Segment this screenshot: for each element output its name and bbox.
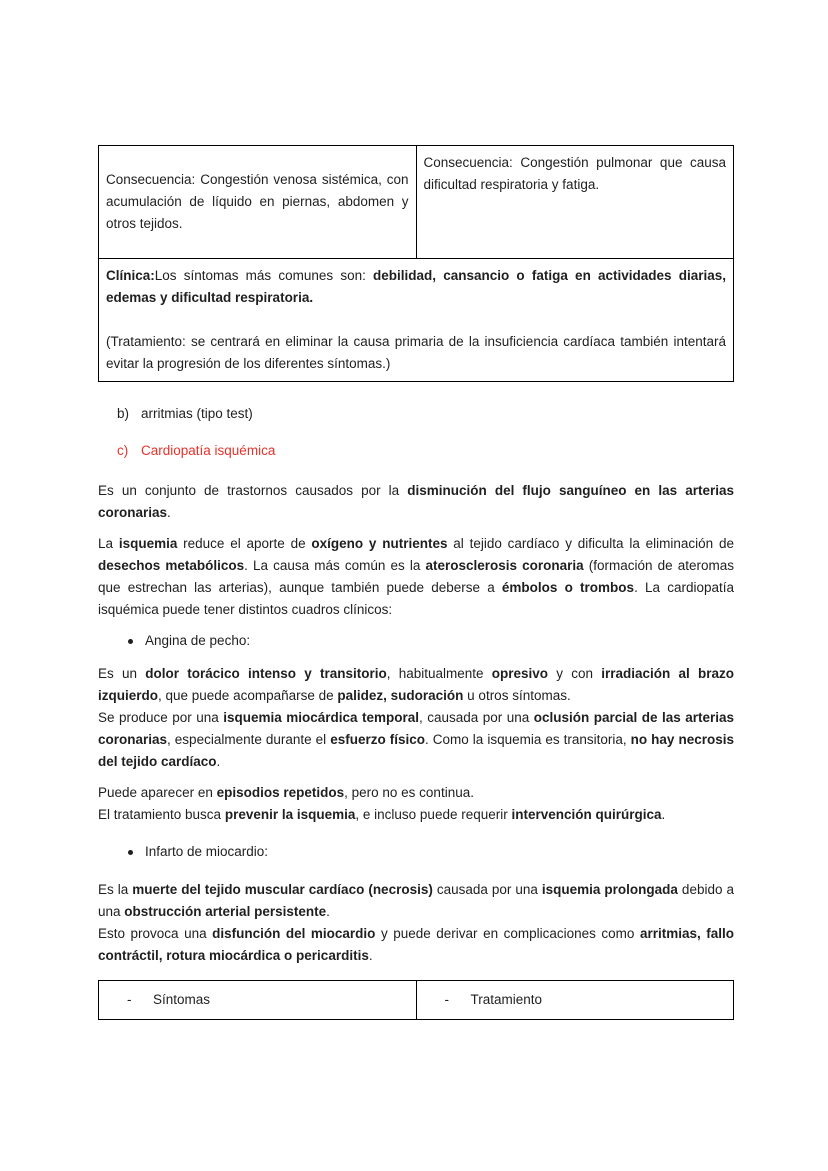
consequences-table [98, 145, 734, 382]
angina-description [98, 663, 734, 773]
page-content [98, 145, 734, 1020]
list-item-b-arritmias [98, 403, 734, 425]
list-item-label: arritmias (tipo test) [141, 406, 253, 421]
infarto-description [98, 879, 734, 967]
paragraph-ischemia: La isquemia reduce el aporte de oxígeno y nutrientes al tejido cardíaco y dificulta la eliminación de desechos metabólicos. La causa más común es la aterosclerosis coronaria (formación de ateromas que estrechan las arterias), aunque también puede deberse a émbolos o trombos. La cardiopatía isquémica puede tener distintos cuadros clínicos: [98, 536, 735, 617]
symptoms-treatment-table [98, 980, 734, 1020]
paragraph-episodes-2: El tratamiento busca prevenir la isquemia, e incluso puede requerir intervención quirúrgica. [98, 807, 666, 822]
list-item-label: Cardiopatía isquémica [141, 443, 276, 458]
bullet-icon [128, 850, 145, 855]
consequence-pulmonary-cell: Consecuencia: Congestión pulmonar que causa dificultad respiratoria y fatiga. [416, 146, 734, 259]
list-item-c-cardiopatia [98, 440, 734, 462]
dash-marker: - [127, 992, 132, 1007]
consequence-systemic-cell: Consecuencia: Congestión venosa sistémica, con acumulación de líquido en piernas, abdomen y otros tejidos. [99, 146, 417, 259]
bullet-item-infarto [98, 841, 734, 863]
tratamiento-header-cell [416, 981, 734, 1020]
sintomas-label: Síntomas [153, 992, 211, 1007]
clinica-paragraph: Clínica:Los síntomas más comunes son: debilidad, cansancio o fatiga en actividades diarias, edemas y dificultad respiratoria. [106, 268, 726, 305]
tratamiento-label: Tratamiento [470, 992, 543, 1007]
paragraph-angina-2: Se produce por una isquemia miocárdica temporal, causada por una oclusión parcial de las arterias coronarias, especialmente durante el esfuerzo físico. Como la isquemia es transitoria, no hay necrosis del tejido cardíaco. [98, 710, 735, 769]
dash-marker: - [444, 992, 449, 1007]
paragraph-infarto-2: Esto provoca una disfunción del miocardio y puede derivar en complicaciones como arritmias, fallo contráctil, rotura miocárdica o pericarditis. [98, 926, 734, 963]
table-row [99, 981, 734, 1020]
sintomas-header-cell [99, 981, 417, 1020]
bullet-icon [128, 639, 145, 644]
paragraph-episodes-1: Puede aparecer en episodios repetidos, pero no es continua. [98, 785, 474, 800]
list-marker: b) [117, 406, 130, 421]
bullet-label: Angina de pecho: [145, 633, 251, 648]
paragraph-infarto-1: Es la muerte del tejido muscular cardíaco (necrosis) causada por una isquemia prolongada debido a una obstrucción arterial persistente. [98, 882, 734, 919]
list-marker: c) [117, 443, 129, 458]
clinica-cell [99, 259, 734, 382]
table-row [99, 146, 734, 259]
paragraph-angina-1: Es un dolor torácico intenso y transitorio, habitualmente opresivo y con irradiación al brazo izquierdo, que puede acompañarse de palidez, sudoración u otros síntomas. [98, 666, 735, 703]
bullet-item-angina [98, 630, 734, 652]
table-row [99, 259, 734, 382]
paragraph-intro: Es un conjunto de trastornos causados por la disminución del flujo sanguíneo en las arterias coronarias. [98, 483, 734, 520]
tratamiento-paragraph: (Tratamiento: se centrará en eliminar la causa primaria de la insuficiencia cardíaca también intentará evitar la progresión de los diferentes síntomas.) [106, 334, 726, 371]
episodes-description [98, 782, 734, 826]
bullet-label: Infarto de miocardio: [145, 844, 269, 859]
